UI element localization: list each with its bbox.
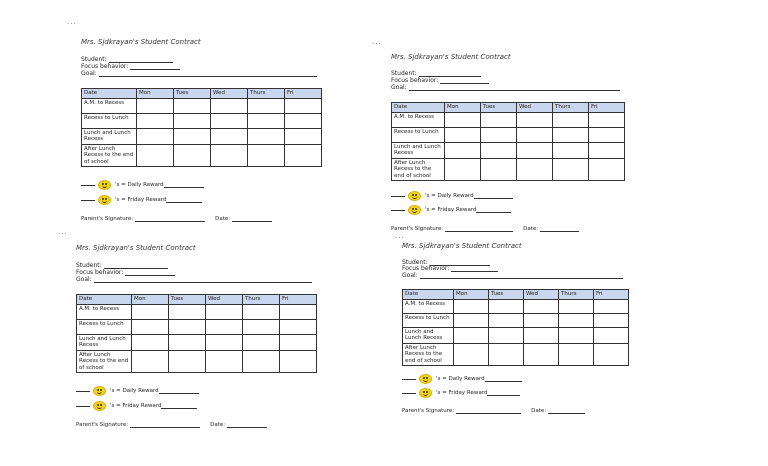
column-header: Tues (489, 290, 524, 300)
mark-top-right: ... (372, 38, 382, 46)
date-label: Date: (215, 216, 231, 222)
tracking-cell[interactable] (206, 334, 243, 350)
tracking-cell[interactable] (243, 334, 280, 350)
tracking-cell[interactable] (481, 127, 517, 142)
column-header: Thurs (559, 290, 594, 300)
tracking-cell[interactable] (445, 142, 481, 158)
tracking-cell[interactable] (137, 98, 174, 113)
focus-behavior-label: Focus behavior: (81, 63, 129, 70)
column-header: Date (77, 295, 132, 305)
column-header: Wed (517, 103, 553, 113)
student-field[interactable] (391, 70, 481, 77)
contract-bottom-left (76, 244, 317, 434)
tracking-cell[interactable] (137, 113, 174, 128)
mark-mid-left: ... (58, 228, 68, 236)
goal-field[interactable] (76, 276, 312, 283)
tracking-cell[interactable] (481, 158, 517, 181)
friday-reward-label: 's = Friday Reward (115, 197, 167, 203)
student-label: Student: (391, 70, 417, 77)
tracking-cell[interactable] (589, 127, 625, 142)
tracking-cell[interactable] (280, 350, 317, 373)
column-header: Thurs (248, 89, 285, 99)
smiley-icon (419, 388, 432, 398)
period-label: Recess to Lunch (82, 113, 137, 128)
parent-signature-line[interactable] (445, 226, 513, 232)
tracking-cell[interactable] (517, 142, 553, 158)
tracking-cell[interactable] (559, 313, 594, 327)
period-label: Recess to Lunch (77, 319, 132, 334)
tracking-cell[interactable] (454, 299, 489, 313)
goal-label: Goal: (76, 276, 92, 283)
tracking-cell[interactable] (481, 112, 517, 127)
tracking-cell[interactable] (243, 304, 280, 319)
period-label: A.M. to Recess (82, 98, 137, 113)
contract-title: Mrs. Sjdkrayan's Student Contract (391, 53, 511, 61)
tracking-cell[interactable] (137, 144, 174, 167)
period-label: Lunch and Lunch Recess (403, 327, 454, 343)
daily-reward-label: 's = Daily Reward (110, 388, 159, 394)
behavior-table (391, 102, 625, 181)
tracking-cell[interactable] (132, 319, 169, 334)
contract-title: Mrs. Sjdkrayan's Student Contract (81, 38, 201, 46)
parent-signature-label: Parent's Signature: (76, 422, 129, 428)
signature-row (81, 216, 282, 222)
friday-reward-row (81, 195, 202, 205)
tracking-cell[interactable] (211, 144, 248, 167)
student-label: Student: (76, 262, 102, 269)
focus-behavior-field[interactable] (391, 77, 489, 84)
tracking-cell[interactable] (553, 158, 589, 181)
period-label: A.M. to Recess (392, 112, 445, 127)
friday-reward-row (402, 388, 520, 398)
friday-reward-row (391, 205, 511, 215)
tracking-cell[interactable] (132, 334, 169, 350)
tracking-cell[interactable] (285, 98, 322, 113)
tracking-cell[interactable] (481, 142, 517, 158)
tracking-cell[interactable] (559, 299, 594, 313)
friday-reward-row (76, 401, 197, 411)
date-line[interactable] (548, 408, 585, 414)
column-header: Mon (445, 103, 481, 113)
tracking-cell[interactable] (559, 327, 594, 343)
tracking-cell[interactable] (169, 334, 206, 350)
goal-label: Goal: (402, 272, 418, 279)
column-header: Tues (481, 103, 517, 113)
tracking-cell[interactable] (524, 313, 559, 327)
daily-reward-label: 's = Daily Reward (425, 193, 474, 199)
goal-field[interactable] (402, 272, 623, 279)
date-line[interactable] (232, 216, 272, 222)
tracking-cell[interactable] (454, 343, 489, 366)
parent-signature-line[interactable] (130, 422, 200, 428)
daily-reward-label: 's = Daily Reward (115, 182, 164, 188)
column-header: Tues (169, 295, 206, 305)
tracking-cell[interactable] (445, 158, 481, 181)
goal-field[interactable] (81, 70, 317, 77)
tracking-cell[interactable] (524, 299, 559, 313)
tracking-cell[interactable] (454, 327, 489, 343)
focus-behavior-label: Focus behavior: (391, 77, 439, 84)
tracking-cell[interactable] (489, 299, 524, 313)
focus-behavior-field[interactable] (81, 63, 180, 70)
tracking-cell[interactable] (248, 98, 285, 113)
column-header: Mon (137, 89, 174, 99)
column-header: Mon (132, 295, 169, 305)
tracking-cell[interactable] (553, 112, 589, 127)
friday-reward-label: 's = Friday Reward (110, 403, 162, 409)
date-line[interactable] (540, 226, 579, 232)
daily-reward-label: 's = Daily Reward (436, 376, 485, 382)
behavior-table (76, 294, 317, 373)
smiley-icon (98, 180, 111, 190)
tracking-cell[interactable] (169, 350, 206, 373)
daily-reward-row (391, 191, 513, 201)
period-label: Lunch and Lunch Recess (392, 142, 445, 158)
tracking-cell[interactable] (243, 350, 280, 373)
tracking-cell[interactable] (206, 319, 243, 334)
tracking-cell[interactable] (594, 313, 629, 327)
period-label: A.M. to Recess (403, 299, 454, 313)
tracking-cell[interactable] (285, 113, 322, 128)
tracking-cell[interactable] (553, 142, 589, 158)
behavior-table (402, 289, 629, 366)
date-label: Date: (523, 226, 539, 232)
period-label: After Lunch Recess to the end of school (82, 144, 137, 167)
column-header: Wed (524, 290, 559, 300)
contract-title: Mrs. Sjdkrayan's Student Contract (402, 242, 522, 250)
tracking-cell[interactable] (174, 113, 211, 128)
tracking-cell[interactable] (489, 313, 524, 327)
tracking-cell[interactable] (174, 98, 211, 113)
student-field[interactable] (81, 56, 173, 63)
smiley-icon (93, 386, 106, 396)
daily-reward-row (76, 386, 199, 396)
period-label: A.M. to Recess (77, 304, 132, 319)
parent-signature-label: Parent's Signature: (81, 216, 134, 222)
tracking-cell[interactable] (553, 127, 589, 142)
signature-row (402, 408, 595, 414)
tracking-cell[interactable] (454, 313, 489, 327)
smiley-icon (93, 401, 106, 411)
period-label: Lunch and Lunch Recess (77, 334, 132, 350)
focus-behavior-label: Focus behavior: (76, 269, 124, 276)
contract-top-left (81, 38, 322, 228)
smiley-icon (408, 205, 421, 215)
period-label: Recess to Lunch (392, 127, 445, 142)
tracking-cell[interactable] (524, 327, 559, 343)
contract-top-right (391, 53, 625, 237)
column-header: Wed (211, 89, 248, 99)
tracking-cell[interactable] (169, 319, 206, 334)
focus-behavior-field[interactable] (76, 269, 175, 276)
daily-reward-row (81, 180, 204, 190)
tracking-cell[interactable] (489, 343, 524, 366)
student-field[interactable] (76, 262, 168, 269)
parent-signature-line[interactable] (456, 408, 521, 414)
goal-label: Goal: (391, 84, 407, 91)
tracking-cell[interactable] (211, 113, 248, 128)
focus-behavior-label: Focus behavior: (402, 265, 450, 272)
smiley-icon (419, 374, 432, 384)
column-header: Tues (174, 89, 211, 99)
tracking-cell[interactable] (174, 144, 211, 167)
period-label: After Lunch Recess to the end of school (392, 158, 445, 181)
tracking-cell[interactable] (517, 127, 553, 142)
date-line[interactable] (227, 422, 267, 428)
tracking-cell[interactable] (280, 334, 317, 350)
focus-behavior-field[interactable] (402, 265, 498, 272)
parent-signature-line[interactable] (135, 216, 205, 222)
tracking-cell[interactable] (445, 127, 481, 142)
tracking-cell[interactable] (280, 319, 317, 334)
column-header: Thurs (553, 103, 589, 113)
date-label: Date: (210, 422, 226, 428)
tracking-cell[interactable] (137, 128, 174, 144)
smiley-icon (98, 195, 111, 205)
contract-bottom-right (402, 242, 626, 419)
signature-row (76, 422, 277, 428)
behavior-table (81, 88, 322, 167)
column-header: Fri (285, 89, 322, 99)
goal-label: Goal: (81, 70, 97, 77)
tracking-cell[interactable] (589, 142, 625, 158)
tracking-cell[interactable] (206, 350, 243, 373)
tracking-cell[interactable] (589, 158, 625, 181)
tracking-cell[interactable] (517, 112, 553, 127)
tracking-cell[interactable] (489, 327, 524, 343)
tracking-cell[interactable] (248, 128, 285, 144)
tracking-cell[interactable] (280, 304, 317, 319)
column-header: Date (82, 89, 137, 99)
period-label: After Lunch Recess to the end of school (403, 343, 454, 366)
student-label: Student: (81, 56, 107, 63)
column-header: Mon (454, 290, 489, 300)
period-label: After Lunch Recess to the end of school (77, 350, 132, 373)
column-header: Date (403, 290, 454, 300)
friday-reward-label: 's = Friday Reward (436, 390, 488, 396)
tracking-cell[interactable] (132, 350, 169, 373)
tracking-cell[interactable] (248, 144, 285, 167)
column-header: Fri (280, 295, 317, 305)
tracking-cell[interactable] (211, 128, 248, 144)
tracking-cell[interactable] (206, 304, 243, 319)
tracking-cell[interactable] (174, 128, 211, 144)
friday-reward-label: 's = Friday Reward (425, 207, 477, 213)
contract-title: Mrs. Sjdkrayan's Student Contract (76, 244, 196, 252)
smiley-icon (408, 191, 421, 201)
tracking-cell[interactable] (211, 98, 248, 113)
tracking-cell[interactable] (594, 299, 629, 313)
mark-top-left: ... (67, 18, 77, 26)
column-header: Thurs (243, 295, 280, 305)
tracking-cell[interactable] (524, 343, 559, 366)
tracking-cell[interactable] (594, 343, 629, 366)
tracking-cell[interactable] (559, 343, 594, 366)
period-label: Lunch and Lunch Recess (82, 128, 137, 144)
goal-field[interactable] (391, 84, 620, 91)
tracking-cell[interactable] (589, 112, 625, 127)
tracking-cell[interactable] (285, 128, 322, 144)
tracking-cell[interactable] (445, 112, 481, 127)
tracking-cell[interactable] (517, 158, 553, 181)
tracking-cell[interactable] (285, 144, 322, 167)
tracking-cell[interactable] (169, 304, 206, 319)
tracking-cell[interactable] (243, 319, 280, 334)
parent-signature-label: Parent's Signature: (391, 226, 444, 232)
tracking-cell[interactable] (248, 113, 285, 128)
date-label: Date: (531, 408, 547, 414)
column-header: Wed (206, 295, 243, 305)
student-label: Student: (402, 259, 428, 266)
tracking-cell[interactable] (594, 327, 629, 343)
signature-row (391, 226, 589, 232)
column-header: Fri (589, 103, 625, 113)
column-header: Fri (594, 290, 629, 300)
tracking-cell[interactable] (132, 304, 169, 319)
column-header: Date (392, 103, 445, 113)
period-label: Recess to Lunch (403, 313, 454, 327)
daily-reward-row (402, 374, 522, 384)
parent-signature-label: Parent's Signature: (402, 408, 455, 414)
